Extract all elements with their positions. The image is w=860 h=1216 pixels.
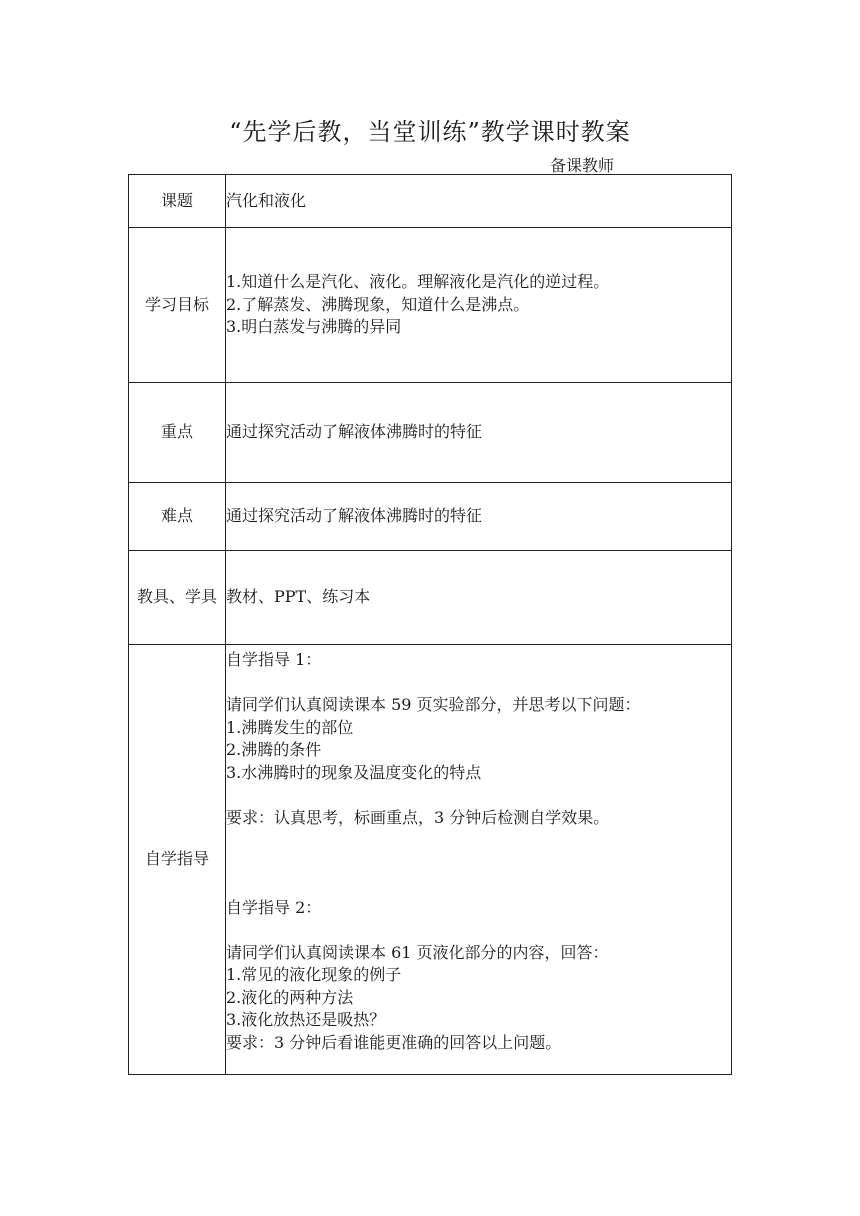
guide-content xyxy=(226,645,732,1075)
guide2-heading: 自学指导 2： xyxy=(226,897,322,917)
difficulty-label: 难点 xyxy=(129,483,226,551)
guide2-item: 1.常见的液化现象的例子 xyxy=(226,965,402,984)
objective-item: 2.了解蒸发、沸腾现象，知道什么是沸点。 xyxy=(226,294,530,314)
row-self-study-guide xyxy=(129,645,732,1075)
guide1-item: 2.沸腾的条件 xyxy=(226,740,322,759)
objectives-content xyxy=(226,228,732,383)
objectives-label: 学习目标 xyxy=(129,228,226,383)
guide1-item: 1.沸腾发生的部位 xyxy=(226,717,354,737)
topic-label: 课题 xyxy=(129,175,226,228)
topic-value: 汽化和液化 xyxy=(226,175,732,228)
row-topic xyxy=(129,175,732,228)
materials-label: 教具、学具 xyxy=(129,551,226,645)
difficulty-value: 通过探究活动了解液体沸腾时的特征 xyxy=(226,483,732,551)
guide2-item: 3.液化放热还是吸热？ xyxy=(226,1010,386,1029)
key-point-value: 通过探究活动了解液体沸腾时的特征 xyxy=(226,383,732,483)
guide2-requirement: 要求：3 分钟后看谁能更准确的回答以上问题。 xyxy=(226,1032,562,1052)
materials-value: 教材、PPT、练习本 xyxy=(226,551,732,645)
objective-item: 3.明白蒸发与沸腾的异同 xyxy=(226,317,402,337)
guide2-item: 2.液化的两种方法 xyxy=(226,987,354,1007)
row-materials xyxy=(129,551,732,645)
guide1-heading: 自学指导 1： xyxy=(226,650,322,669)
row-objectives xyxy=(129,228,732,383)
guide-label: 自学指导 xyxy=(129,645,226,1075)
page-title: “先学后教，当堂训练”教学课时教案 xyxy=(229,118,631,146)
guide1-item: 3.水沸腾时的现象及温度变化的特点 xyxy=(226,762,482,782)
objective-item: 1.知道什么是汽化、液化。理解液化是汽化的逆过程。 xyxy=(226,272,610,292)
guide1-intro: 请同学们认真阅读课本 59 页实验部分，并思考以下问题： xyxy=(226,695,641,714)
preparer-label: 备课教师 xyxy=(550,156,615,175)
row-difficulty xyxy=(129,483,732,551)
row-key-point xyxy=(129,383,732,483)
lesson-plan-table xyxy=(128,174,732,1075)
key-point-label: 重点 xyxy=(129,383,226,483)
guide1-requirement: 要求：认真思考，标画重点，3 分钟后检测自学效果。 xyxy=(226,807,610,827)
guide2-intro: 请同学们认真阅读课本 61 页液化部分的内容，回答： xyxy=(226,942,609,962)
